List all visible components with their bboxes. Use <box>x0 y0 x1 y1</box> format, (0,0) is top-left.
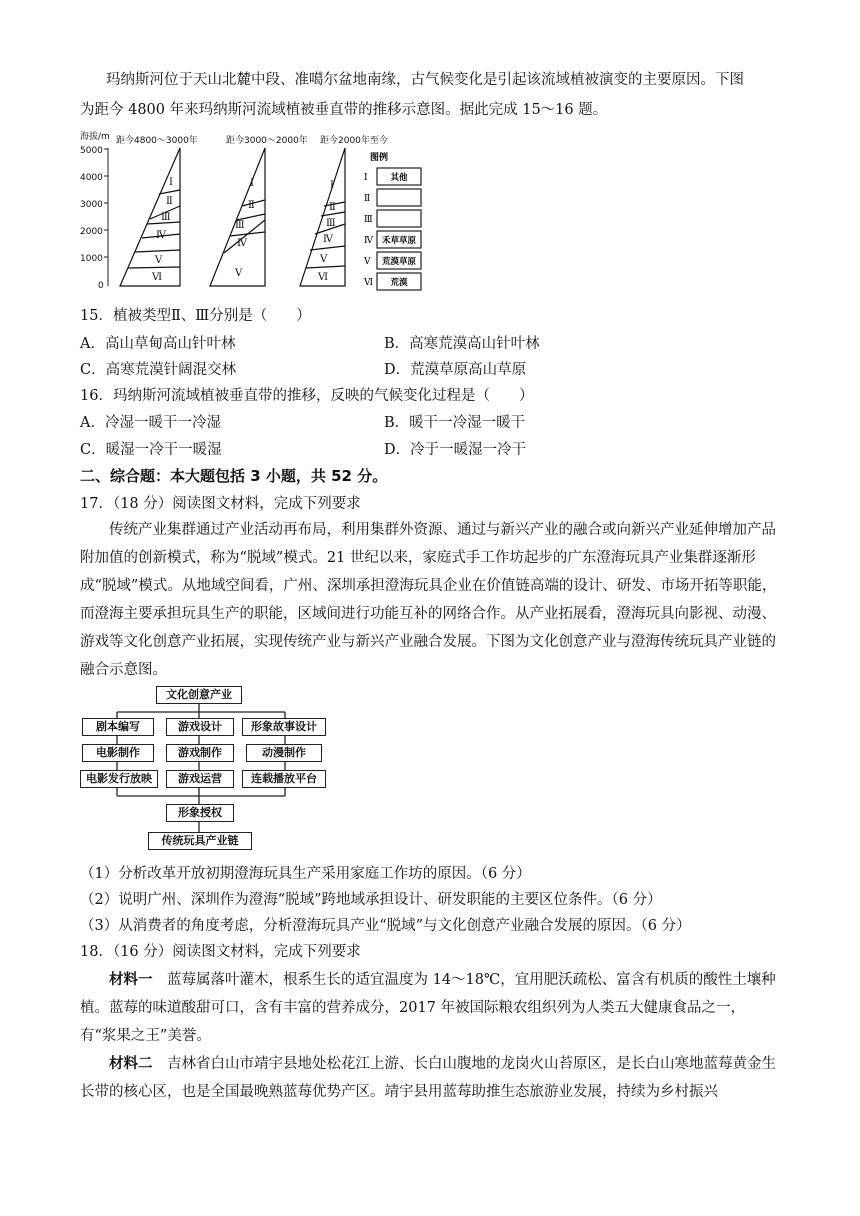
panel-title-1: 距今4800～3000年 <box>116 136 198 146</box>
legend-label: 荒漠 <box>390 278 408 288</box>
q17-sub-3: （3）从消费者的角度考虑，分析澄海玩具产业“脱域”与文化创意产业融合发展的原因。（6 分） <box>80 918 691 934</box>
q16-option-b[interactable]: B．暖干一冷湿一暖干 <box>384 415 526 431</box>
material-1-text: 蓝莓属落叶灌木，根系生长的适宜温度为 14～18℃，宜用肥沃疏松、富含有机质的酸性土壤种植。蓝莓的味道酸甜可口，含有丰富的营养成分，2017 年被国际粮农组织列为人类五大健康食品之一，有“浆果之王”美誉。 <box>80 972 776 1044</box>
p2-zone-V: Ⅴ <box>235 268 243 279</box>
p3-zone-V: Ⅴ <box>320 254 328 265</box>
q15-stem: 15．植被类型Ⅱ、Ⅲ分别是（ ） <box>80 308 311 324</box>
q16-option-c[interactable]: C．暖湿一冷干一暖湿 <box>80 442 222 458</box>
q15-option-c[interactable]: C．高寒荒漠针阔混交林 <box>80 362 237 378</box>
q16-option-d[interactable]: D．冷于一暖湿一冷干 <box>384 442 527 458</box>
legend-label: 其他 <box>390 173 408 183</box>
p3-zone-VI: Ⅵ <box>318 272 329 283</box>
q18-heading: 18．（16 分）阅读图文材料，完成下列要求 <box>80 944 361 960</box>
legend-label: 荒漠草原 <box>381 257 417 267</box>
flow-script-writing: 剧本编写 <box>82 718 154 736</box>
material-2-label: 材料二 <box>109 1056 153 1072</box>
legend-numeral: Ⅱ <box>364 194 371 204</box>
legend-numeral: Ⅴ <box>364 257 371 267</box>
y-axis-title: 海拔/m <box>80 132 110 142</box>
flow-game-design: 游戏设计 <box>166 718 234 736</box>
flow-serial-platform: 连载播放平台 <box>242 770 326 788</box>
flow-traditional-toy-chain: 传统玩具产业链 <box>148 832 252 850</box>
q15-option-d[interactable]: D．荒漠草原高山草原 <box>384 362 527 378</box>
p1-zone-V: Ⅴ <box>155 255 163 266</box>
legend-swatch <box>377 189 421 206</box>
p3-zone-II: Ⅱ <box>329 202 336 213</box>
q17-heading: 17．（18 分）阅读图文材料，完成下列要求 <box>80 496 361 512</box>
p1-zone-I: Ⅰ <box>169 177 173 188</box>
flow-image-story-design: 形象故事设计 <box>242 718 326 736</box>
q17-sub-1: （1）分析改革开放初期澄海玩具生产采用家庭工作坊的原因。（6 分） <box>80 866 531 882</box>
legend-numeral: Ⅵ <box>364 278 374 288</box>
p3-zone-IV: Ⅳ <box>323 234 333 245</box>
legend-numeral: Ⅰ <box>364 173 368 183</box>
flow-cultural-industry: 文化创意产业 <box>156 686 242 704</box>
q15-option-b[interactable]: B．高寒荒漠高山针叶林 <box>384 336 540 352</box>
legend <box>363 168 421 290</box>
panel-title-2: 距今3000～2000年 <box>226 136 308 146</box>
flow-game-production: 游戏制作 <box>166 744 234 762</box>
p1-zone-VI: Ⅵ <box>152 272 163 283</box>
legend-label: 禾草草原 <box>381 236 417 246</box>
flow-game-operation: 游戏运营 <box>166 770 234 788</box>
p2-zone-II: Ⅱ <box>248 200 255 211</box>
q18-material-2 <box>80 1050 780 1106</box>
q18-material-1 <box>80 966 780 1050</box>
industry-flowchart <box>80 684 340 856</box>
q15-option-a[interactable]: A．高山草甸高山针叶林 <box>80 336 236 352</box>
material-1-label: 材料一 <box>109 972 153 988</box>
panel-2-triangle <box>210 148 265 286</box>
y-tick-4000: 4000 <box>80 173 103 183</box>
flow-film-distribution: 电影发行放映 <box>80 770 158 788</box>
q16-stem: 16．玛纳斯河流域植被垂直带的推移，反映的气候变化过程是（ ） <box>80 388 534 404</box>
material-2-text: 吉林省白山市靖宇县地处松花江上游、长白山腹地的龙岗火山苔原区，是长白山寒地蓝莓黄金生长带的核心区，也是全国最晚熟蓝莓优势产区。靖宇县用蓝莓助推生态旅游业发展，持续为乡村振兴 <box>80 1056 776 1100</box>
panel-title-3: 距今2000年至今 <box>320 136 388 146</box>
p2-zone-IV: Ⅳ <box>237 238 247 249</box>
flow-animation-production: 动漫制作 <box>246 744 322 762</box>
p1-zone-II: Ⅱ <box>166 196 173 207</box>
p3-zone-I: Ⅰ <box>330 180 334 191</box>
flow-image-licensing: 形象授权 <box>166 804 234 822</box>
vegetation-belt-figure <box>80 128 440 298</box>
q17-sub-2: （2）说明广州、深圳作为澄海“脱域”跨地域承担设计、研发职能的主要区位条件。（6 分） <box>80 892 662 908</box>
y-tick-0: 0 <box>98 281 104 291</box>
legend-swatch <box>377 210 421 227</box>
flow-film-production: 电影制作 <box>82 744 154 762</box>
y-tick-5000: 5000 <box>80 146 103 156</box>
panel-3-triangle <box>300 148 345 286</box>
p1-zone-III: Ⅲ <box>161 212 171 223</box>
legend-numeral: Ⅳ <box>364 236 373 246</box>
section-2-heading: 二、综合题：本大题包括 3 小题，共 52 分。 <box>80 467 388 485</box>
intro-line-1: 玛纳斯河位于天山北麓中段、准噶尔盆地南缘，古气候变化是引起该流域植被演变的主要原因。下图 <box>106 72 744 88</box>
p1-zone-IV: Ⅳ <box>156 230 166 241</box>
p2-zone-I: Ⅰ <box>250 178 254 189</box>
legend-title: 图例 <box>370 153 389 163</box>
y-tick-2000: 2000 <box>80 227 103 237</box>
vegetation-belt-svg <box>80 128 440 298</box>
y-tick-1000: 1000 <box>80 254 103 264</box>
legend-numeral: Ⅲ <box>364 215 373 225</box>
p2-zone-III: Ⅲ <box>235 220 245 231</box>
y-tick-3000: 3000 <box>80 200 103 210</box>
q17-material: 传统产业集群通过产业活动再布局，利用集群外资源、通过与新兴产业的融合或向新兴产业延伸增加产品附加值的创新模式，称为“脱域”模式。21 世纪以来，家庭式手工作坊起步的广东澄海玩具产业集群逐渐形成“脱域”模式。从地域空间看，广州、深圳承担澄海玩具企业在价值链高端的设计、研发、市场开拓等职能，而澄海主要承担玩具生产的职能，区域间进行功能互补的网络合作。从产业拓展看，澄海玩具向影视、动漫、游戏等文化创意产业拓展，实现传统产业与新兴产业融合发展。下图为文化创意产业与澄海传统玩具产业链的融合示意图。 <box>80 522 777 678</box>
p3-zone-III: Ⅲ <box>326 218 336 229</box>
intro-line-2: 为距今 4800 年来玛纳斯河流域植被垂直带的推移示意图。据此完成 15～16 题。 <box>80 102 608 118</box>
panel-1-triangle <box>120 148 180 286</box>
q16-option-a[interactable]: A．冷湿一暖干一冷湿 <box>80 415 221 431</box>
